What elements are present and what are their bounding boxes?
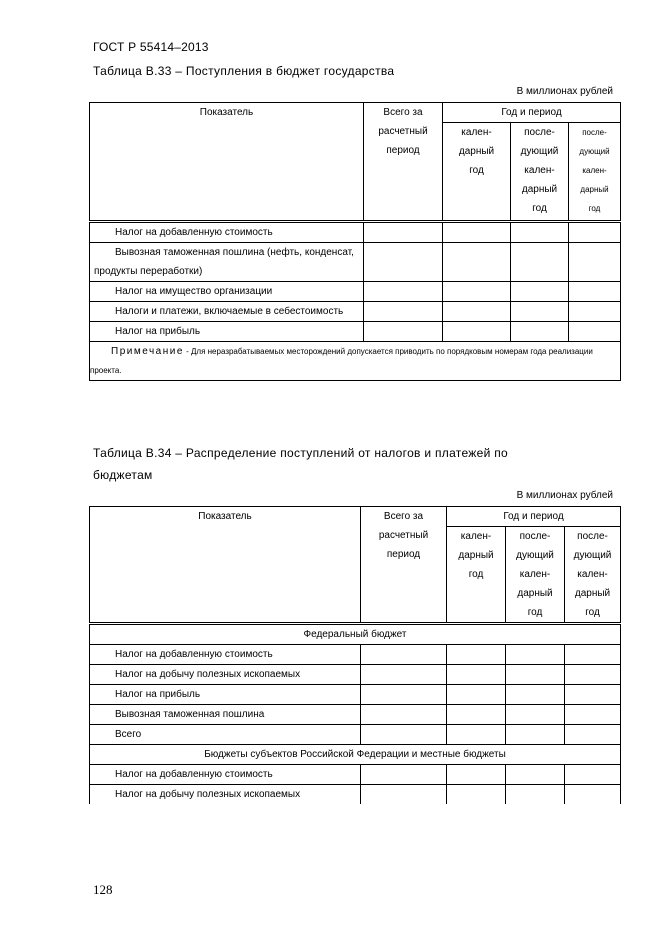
header-subsequent-year: после- дующий кален- дарный год xyxy=(565,527,621,624)
header-indicator: Показатель xyxy=(90,507,361,624)
header-subsequent-year: после- дующий кален- дарный год xyxy=(569,123,621,222)
table-33-units: В миллионах рублей xyxy=(516,86,613,97)
table-row xyxy=(90,785,621,805)
section-row-regional xyxy=(90,745,621,765)
header-total: Всего за расчетный период xyxy=(364,103,443,222)
page-number: 128 xyxy=(93,882,113,897)
table-33-caption: Таблица В.33 – Поступления в бюджет государства xyxy=(93,64,395,78)
table-row xyxy=(90,765,621,785)
header-year-period: Год и период xyxy=(443,103,621,123)
document-code: ГОСТ Р 55414–2013 xyxy=(93,40,209,54)
table-34 xyxy=(89,506,621,804)
table-34-units: В миллионах рублей xyxy=(516,490,613,501)
row-label: Налог на прибыль xyxy=(90,685,361,705)
header-calendar-year: кален- дарный год xyxy=(443,123,511,222)
table-33-header-row xyxy=(90,103,621,123)
section-federal-budget: Федеральный бюджет xyxy=(90,624,621,645)
table-row xyxy=(90,222,621,243)
table-row xyxy=(90,282,621,302)
header-indicator: Показатель xyxy=(90,103,364,222)
row-label: Вывозная таможенная пошлина (нефть, конденсат, продукты переработки) xyxy=(90,243,364,282)
header-calendar-year: кален- дарный год xyxy=(447,527,506,624)
row-label: Налог на прибыль xyxy=(90,322,364,342)
header-year-period: Год и период xyxy=(447,507,621,527)
row-label: Вывозная таможенная пошлина xyxy=(90,705,361,725)
table-row xyxy=(90,725,621,745)
table-row xyxy=(90,302,621,322)
table-row xyxy=(90,322,621,342)
row-label: Налог на добавленную стоимость xyxy=(90,222,364,243)
row-label: Налог на добавленную стоимость xyxy=(90,765,361,785)
row-label: Налог на добычу полезных ископаемых xyxy=(90,665,361,685)
table-row xyxy=(90,665,621,685)
header-next-calendar-year: после- дующий кален- дарный год xyxy=(511,123,569,222)
table-note-row xyxy=(90,342,621,381)
section-regional-budgets: Бюджеты субъектов Российской Федерации и местные бюджеты xyxy=(90,745,621,765)
section-row-federal xyxy=(90,624,621,645)
table-34-caption: Таблица В.34 – Распределение поступлений от налогов и платежей по бюджетам xyxy=(93,446,509,482)
table-row xyxy=(90,685,621,705)
table-34-header-row xyxy=(90,507,621,527)
table-row xyxy=(90,705,621,725)
table-33 xyxy=(89,102,621,381)
header-next-year: после- дующий кален- дарный год xyxy=(506,527,565,624)
row-label: Налог на добавленную стоимость xyxy=(90,645,361,665)
table-33-note: Примечание - Для неразрабатываемых месторождений допускается приводить по порядковым номерам года реализации проекта. xyxy=(90,342,621,381)
row-label: Налог на имущество организации xyxy=(90,282,364,302)
header-total: Всего за расчетный период xyxy=(361,507,447,624)
row-label: Налог на добычу полезных ископаемых xyxy=(90,785,361,805)
row-label: Всего xyxy=(90,725,361,745)
table-row xyxy=(90,243,621,282)
table-row xyxy=(90,645,621,665)
row-label: Налоги и платежи, включаемые в себестоимость xyxy=(90,302,364,322)
